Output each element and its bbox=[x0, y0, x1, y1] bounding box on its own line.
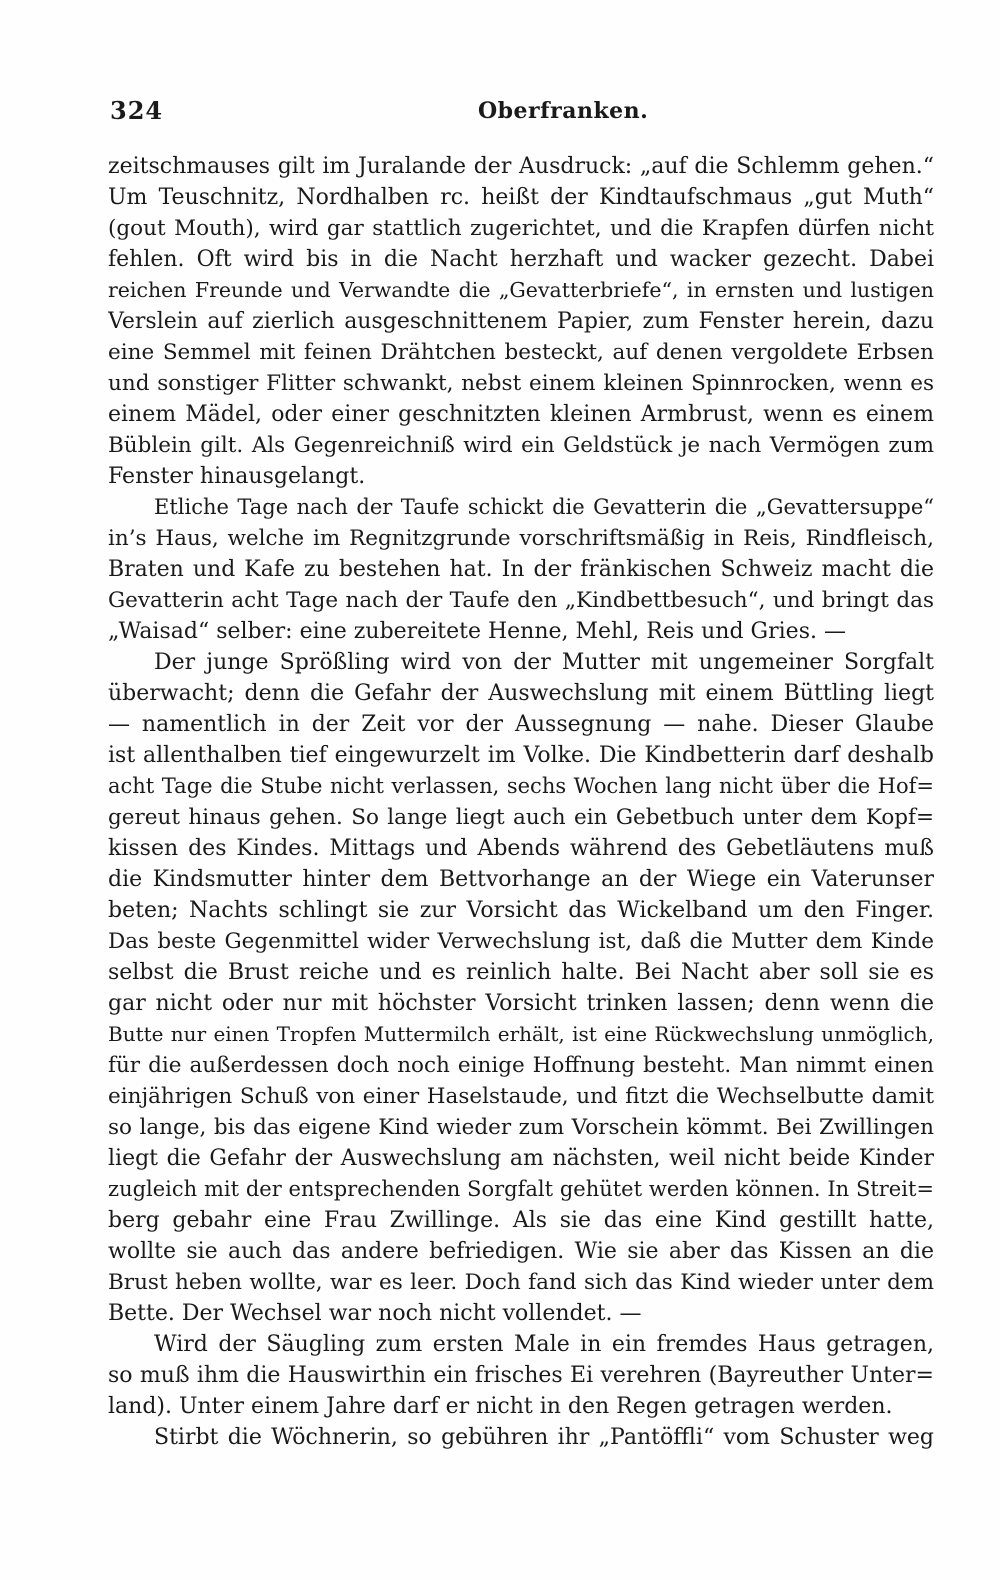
text-line: gereut hinaus gehen. So lange liegt auch ein Gebetbuch unter dem Kopf= bbox=[108, 805, 934, 830]
text-line: Stirbt die Wöchnerin, so gebühren ihr „Pantöffli“ vom Schuster weg bbox=[154, 1425, 934, 1450]
text-line: kissen des Kindes. Mittags und Abends während des Gebetläutens muß bbox=[108, 836, 934, 861]
text-line: so muß ihm die Hauswirthin ein frisches Ei verehren (Bayreuther Unter= bbox=[108, 1363, 934, 1388]
text-line: „Waisad“ selber: eine zubereitete Henne, Mehl, Reis und Gries. — bbox=[108, 619, 846, 644]
text-line: überwacht; denn die Gefahr der Auswechslung mit einem Büttling liegt bbox=[108, 681, 934, 706]
text-line: beten; Nachts schlingt sie zur Vorsicht das Wickelband um den Finger. bbox=[108, 898, 934, 923]
text-line: Gevatterin acht Tage nach der Taufe den „Kindbettbesuch“, und bringt das bbox=[108, 588, 934, 613]
text-line: so lange, bis das eigene Kind wieder zum Vorschein kömmt. Bei Zwillingen bbox=[108, 1115, 934, 1140]
text-line: Um Teuschnitz, Nordhalben rc. heißt der Kindtaufschmaus „gut Muth“ bbox=[108, 185, 934, 210]
text-line: Etliche Tage nach der Taufe schickt die Gevatterin die „Gevattersuppe“ bbox=[154, 495, 934, 519]
text-line: land). Unter einem Jahre darf er nicht in den Regen getragen werden. bbox=[108, 1394, 893, 1419]
text-line: für die außerdessen doch noch einige Hoffnung besteht. Man nimmt einen bbox=[108, 1053, 934, 1078]
text-line: liegt die Gefahr der Auswechslung am nächsten, weil nicht beide Kinder bbox=[108, 1146, 934, 1171]
text-line: Wird der Säugling zum ersten Male in ein fremdes Haus getragen, bbox=[154, 1332, 934, 1357]
text-line: Der junge Sprößling wird von der Mutter mit ungemeiner Sorgfalt bbox=[154, 650, 934, 675]
text-line: Brust heben wollte, war es leer. Doch fand sich das Kind wieder unter dem bbox=[108, 1270, 934, 1295]
text-line: die Kindsmutter hinter dem Bettvorhange an der Wiege ein Vaterunser bbox=[108, 867, 934, 892]
text-line: einjährigen Schuß von einer Haselstaude, und fitzt die Wechselbutte damit bbox=[108, 1084, 934, 1109]
text-line: selbst die Brust reiche und es reinlich halte. Bei Nacht aber soll sie es bbox=[108, 960, 934, 985]
text-line: acht Tage die Stube nicht verlassen, sechs Wochen lang nicht über die Hof= bbox=[108, 774, 934, 798]
text-line: (gout Mouth), wird gar stattlich zugerichtet, und die Krapfen dürfen nicht bbox=[108, 216, 934, 241]
text-line: wollte sie auch das andere befriedigen. Wie sie aber das Kissen an die bbox=[108, 1239, 934, 1264]
text-line: in’s Haus, welche im Regnitzgrunde vorschriftsmäßig in Reis, Rindfleisch, bbox=[108, 526, 934, 551]
text-line: zugleich mit der entsprechenden Sorgfalt gehütet werden können. In Streit= bbox=[108, 1177, 934, 1201]
text-line: fehlen. Oft wird bis in die Nacht herzhaft und wacker gezecht. Dabei bbox=[108, 247, 934, 272]
page-number: 324 bbox=[110, 96, 164, 125]
text-line: Braten und Kafe zu bestehen hat. In der fränkischen Schweiz macht die bbox=[108, 557, 934, 582]
text-line: Fenster hinausgelangt. bbox=[108, 464, 366, 489]
text-line: gar nicht oder nur mit höchster Vorsicht trinken lassen; denn wenn die bbox=[108, 991, 934, 1016]
text-line: Butte nur einen Tropfen Muttermilch erhält, ist eine Rückwechslung unmöglich, bbox=[108, 1022, 934, 1046]
text-line: Verslein auf zierlich ausgeschnittenem Papier, zum Fenster herein, dazu bbox=[108, 309, 934, 334]
body-text bbox=[108, 151, 934, 1453]
running-title: Oberfranken. bbox=[478, 98, 649, 124]
page-header bbox=[110, 96, 930, 136]
text-line: reichen Freunde und Verwandte die „Gevatterbriefe“, in ernsten und lustigen bbox=[108, 278, 934, 302]
text-line: berg gebahr eine Frau Zwillinge. Als sie das eine Kind gestillt hatte, bbox=[108, 1208, 934, 1233]
text-line: zeitschmauses gilt im Juralande der Ausdruck: „auf die Schlemm gehen.“ bbox=[108, 154, 934, 179]
text-line: und sonstiger Flitter schwankt, nebst einem kleinen Spinnrocken, wenn es bbox=[108, 371, 934, 396]
text-line: einem Mädel, oder einer geschnitzten kleinen Armbrust, wenn es einem bbox=[108, 402, 934, 427]
text-line: ist allenthalben tief eingewurzelt im Volke. Die Kindbetterin darf deshalb bbox=[108, 743, 934, 768]
text-line: Das beste Gegenmittel wider Verwechslung ist, daß die Mutter dem Kinde bbox=[108, 929, 934, 954]
text-line: — namentlich in der Zeit vor der Aussegnung — nahe. Dieser Glaube bbox=[108, 712, 934, 737]
text-line: Büblein gilt. Als Gegenreichniß wird ein Geldstück je nach Vermögen zum bbox=[108, 433, 934, 458]
text-line: Bette. Der Wechsel war noch nicht vollendet. — bbox=[108, 1301, 642, 1326]
text-line: eine Semmel mit feinen Drähtchen besteckt, auf denen vergoldete Erbsen bbox=[108, 340, 934, 365]
